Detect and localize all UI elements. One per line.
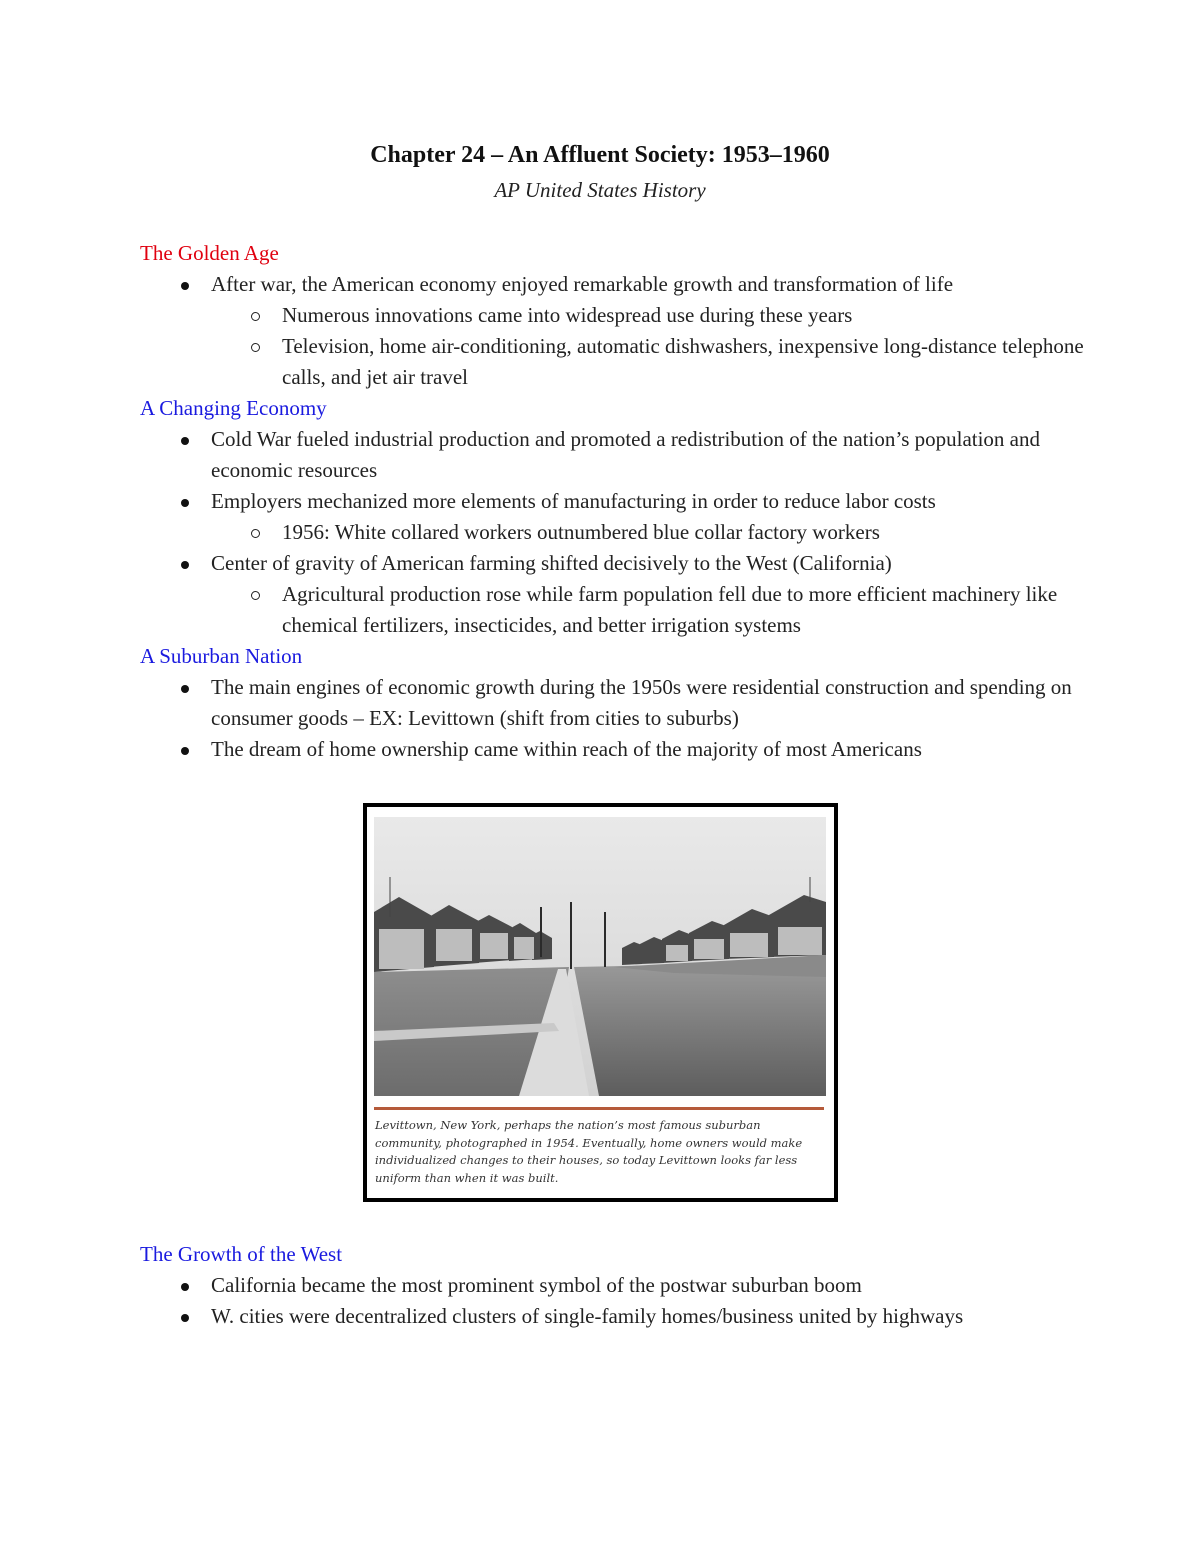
section-heading: The Golden Age — [140, 241, 279, 265]
bullet-item: Center of gravity of American farming shifted decisively to the West (California) — [140, 548, 1100, 579]
bullet-item: Cold War fueled industrial production and promoted a redistribution of the nation’s population and economic resources — [140, 424, 1100, 486]
levittown-figure — [363, 803, 838, 1202]
section-heading: A Suburban Nation — [140, 644, 303, 668]
sub-bullet-item: Numerous innovations came into widespread use during these years — [140, 300, 1100, 331]
section-golden-age — [140, 238, 1100, 393]
figure-caption: Levittown, New York, perhaps the nation’s most famous suburban community, photographed in 1954. Eventually, home owners would make individualized changes to their houses, so today Levittown looks far less uniform than when it was built. — [375, 1118, 803, 1185]
notes-body-continued — [140, 1239, 1100, 1332]
sub-bullet-item: Television, home air-conditioning, automatic dishwashers, inexpensive long-distance telephone calls, and jet air travel — [140, 331, 1100, 393]
sub-bullet-item: Agricultural production rose while farm population fell due to more efficient machinery like chemical fertilizers, insecticides, and better irrigation systems — [140, 579, 1100, 641]
bullet-item: The dream of home ownership came within reach of the majority of most Americans — [140, 734, 1100, 765]
levittown-photo — [374, 817, 826, 1096]
section-suburban-nation — [140, 641, 1100, 765]
bullet-item: The main engines of economic growth during the 1950s were residential construction and spending on consumer goods – EX: Levittown (shift from cities to suburbs) — [140, 672, 1100, 734]
document-title: Chapter 24 – An Affluent Society: 1953–1960 — [370, 142, 830, 168]
section-changing-economy — [140, 393, 1100, 641]
bullet-item: After war, the American economy enjoyed remarkable growth and transformation of life — [140, 269, 1100, 300]
section-heading: A Changing Economy — [140, 396, 327, 420]
section-growth-of-west — [140, 1239, 1100, 1332]
document-subtitle: AP United States History — [494, 178, 706, 202]
notes-body — [140, 238, 1100, 765]
sub-bullet-item: 1956: White collared workers outnumbered blue collar factory workers — [140, 517, 1100, 548]
caption-rule — [374, 1107, 824, 1110]
bullet-item: W. cities were decentralized clusters of single-family homes/business united by highways — [140, 1301, 1100, 1332]
bullet-item: Employers mechanized more elements of manufacturing in order to reduce labor costs — [140, 486, 1100, 517]
bullet-item: California became the most prominent symbol of the postwar suburban boom — [140, 1270, 1100, 1301]
section-heading: The Growth of the West — [140, 1242, 343, 1266]
